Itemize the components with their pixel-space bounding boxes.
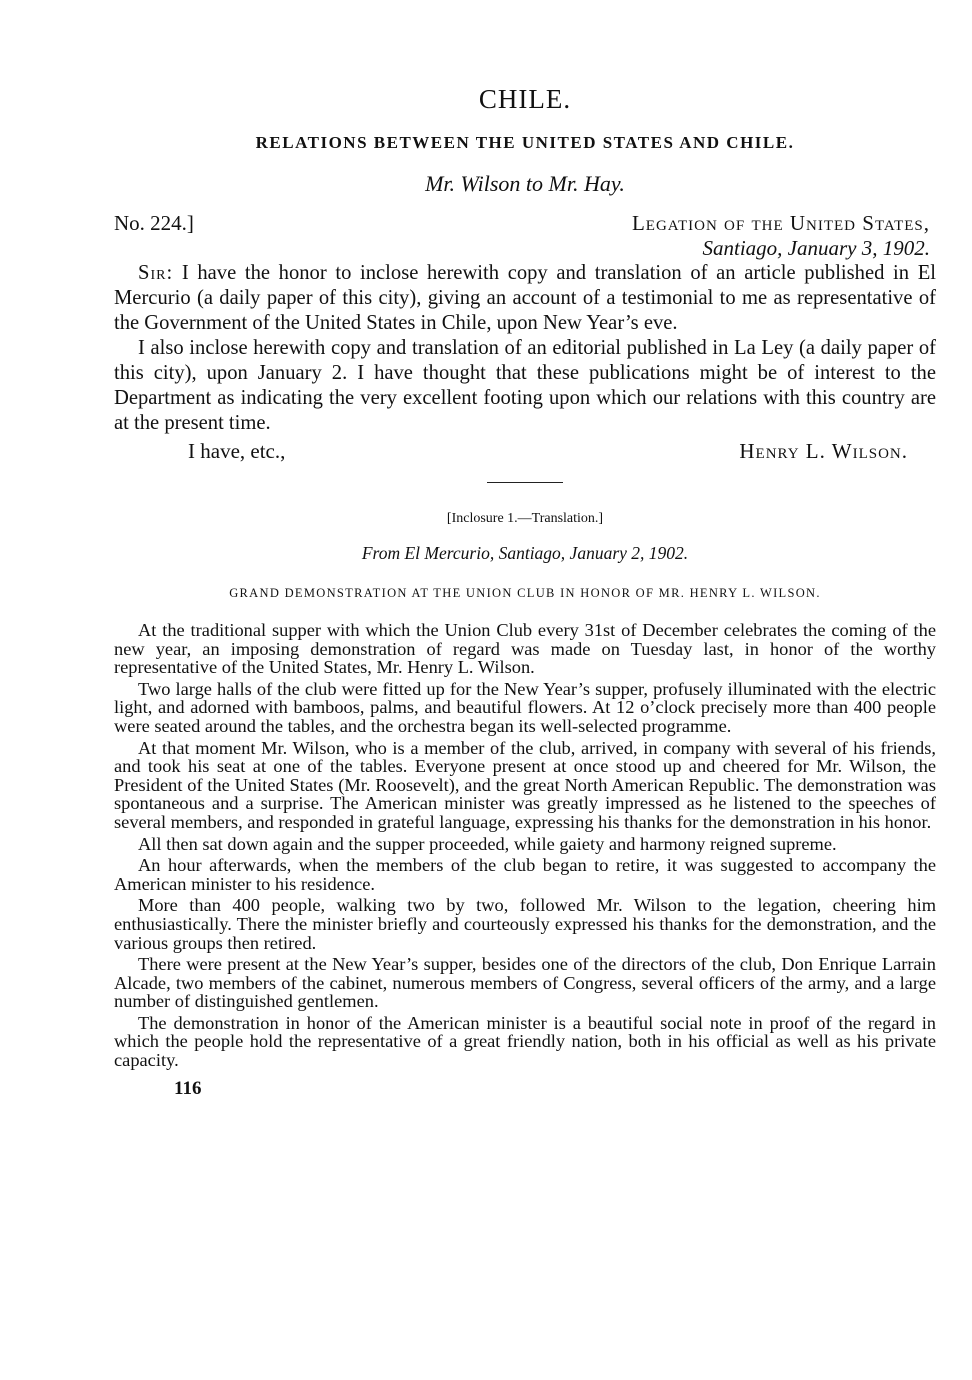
country-title: CHILE.: [478, 84, 572, 114]
document-page: [114, 84, 936, 1100]
inclosure-label: [Inclosure 1.—Translation.]: [446, 511, 604, 526]
article-paragraph: At that moment Mr. Wilson, who is a member of the club, arrived, in company with several of his friends, and took his seat at one of the tables. Everyone present at once stood up and cheered for Mr. Wilson, the President of the United States (Mr. Roosevelt), and the great North American Republic. The demonstration was spontaneous and a surprise. The American minister was greatly impressed as he listened to the speeches of several members, and responded in grateful language, expressing his thanks for the demonstration in his honor.: [114, 737, 936, 832]
article-source: From El Mercurio, Santiago, January 2, 1902.: [361, 543, 689, 563]
article-paragraph: All then sat down again and the supper proceeded, while gaiety and harmony reigned supreme.: [138, 833, 837, 854]
closing: I have, etc.,: [188, 439, 286, 463]
letter-title: Mr. Wilson to Mr. Hay.: [425, 171, 625, 196]
divider: [487, 482, 563, 483]
letter-paragraph: I also inclose herewith copy and translation of an editorial published in La Ley (a daily paper of this city), upon January 2. I have thought that these publications might be of interest to the Department as indicating the very excellent footing upon which our relations with this country are at the present time.: [114, 337, 936, 434]
article-paragraph: More than 400 people, walking two by two, followed Mr. Wilson to the legation, cheering him enthusiastically. There the minister briefly and courteously expressed his thanks for the demonstration, and the various groups then retired.: [114, 895, 936, 953]
signature: Henry L. Wilson.: [739, 439, 908, 463]
section-heading: RELATIONS BETWEEN THE UNITED STATES AND CHILE.: [255, 133, 795, 152]
salutation: Sir:: [138, 262, 174, 284]
article-paragraph: An hour afterwards, when the members of the club began to retire, it was suggested to accompany the American minister to his residence.: [114, 855, 936, 894]
place-date-block: [632, 211, 936, 261]
letter-paragraph: [114, 261, 936, 336]
letter-header: [114, 211, 936, 261]
article-paragraph: Two large halls of the club were fitted up for the New Year’s supper, profusely illuminated with the electric light, and adorned with bamboos, palms, and beautiful flowers. At 12 o’clock precisely more than 400 people were seated around the tables, and the orchestra began its well-selected programme.: [114, 678, 936, 736]
page-number: 116: [174, 1077, 202, 1099]
signature-row: [114, 438, 936, 464]
dispatch-number: No. 224.]: [114, 211, 194, 235]
article-paragraph: There were present at the New Year’s supper, besides one of the directors of the club, Don Enrique Larrain Alcade, two members of the cabinet, numerous members of Congress, several officers of the army, and a large number of distinguished gentlemen.: [114, 954, 936, 1012]
article-heading: GRAND DEMONSTRATION AT THE UNION CLUB IN HONOR OF MR. HENRY L. WILSON.: [229, 586, 821, 600]
article-paragraph: The demonstration in honor of the American minister is a beautiful social note in proof of the regard in which the people hold the representative of a great friendly nation, both in his official as well as his private capacity.: [114, 1012, 936, 1071]
letter-body: [114, 261, 936, 436]
letter-paragraph-text: I have the honor to inclose herewith copy and translation of an article published in El Mercurio (a daily paper of this city), giving an account of a testimonial to me as representative of the Government of the United States in Chile, upon New Year’s eve.: [114, 262, 936, 334]
article-body: [114, 621, 936, 1070]
legation-line: Legation of the United States,: [631, 211, 930, 235]
article-paragraph: At the traditional supper with which the Union Club every 31st of December celebrates the coming of the new year, an imposing demonstration of regard was made on Tuesday last, in honor of the worthy representative of the United States, Mr. Henry L. Wilson.: [114, 620, 936, 678]
date-line: Santiago, January 3, 1902.: [702, 236, 930, 260]
